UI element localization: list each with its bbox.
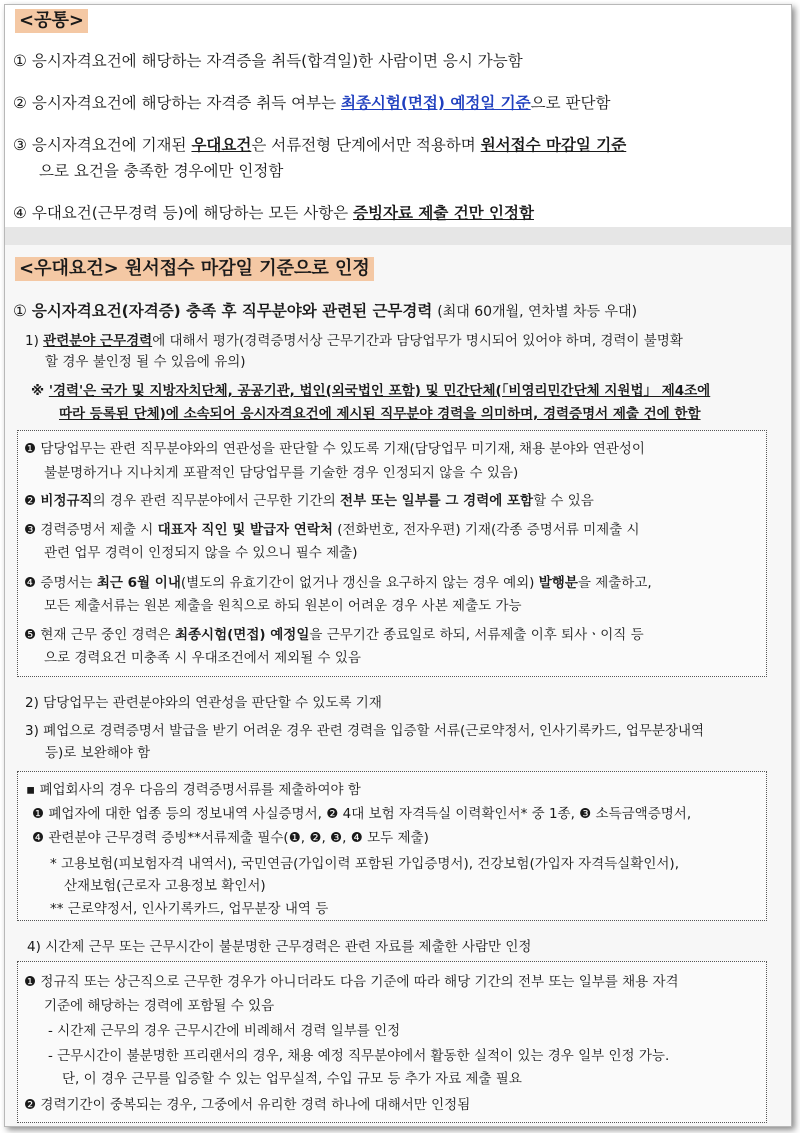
preferred-point-1-cont: 할 경우 불인정 될 수 있음에 유의) xyxy=(45,354,246,370)
preferred-header: <우대요건> 원서접수 마감일 기준으로 인정 xyxy=(15,257,374,281)
guideline-item-5: ❺ 현재 근무 중인 경력은 최종시험(면접) 예정일을 근무기간 종료일로 하되, 서류제출 이후 퇴사ㆍ이직 등 xyxy=(24,627,644,643)
guideline-item-5-cont: 으로 경력요건 미충족 시 우대조건에서 제외될 수 있음 xyxy=(44,650,361,666)
preferred-section xyxy=(5,245,791,1126)
part-time-item-2: ❷ 경력기간이 중복되는 경우, 그중에서 유리한 경력 하나에 대해서만 인정됨 xyxy=(24,1097,471,1113)
guideline-item-4: ❹ 증명서는 최근 6월 이내(별도의 유효기간이 없거나 갱신을 요구하지 않는 경우 예외) 발행분을 제출하고, xyxy=(24,575,652,591)
guideline-item-3: ❸ 경력증명서 제출 시 대표자 직인 및 발급자 연락처 (전화번호, 전자우편) 기재(각종 증명서류 미제출 시 xyxy=(24,522,640,538)
career-definition-note-cont: 따라 등록된 단체)에 소속되어 응시자격요건에 제시된 직무분야 경력을 의미하며, 경력증명서 제출 건에 한함 xyxy=(59,406,701,422)
guideline-item-1-cont: 불분명하거나 지나치게 포괄적인 담당업무를 기술한 경우 인정되지 않을 수 있음) xyxy=(44,465,519,481)
closed-company-docs-2: ❹ 관련분야 근무경력 증빙**서류제출 필수(❶, ❷, ❸, ❹ 모두 제출) xyxy=(32,830,429,846)
closed-company-footnote-2: ** 근로약정서, 인사기록카드, 업무분장 내역 등 xyxy=(50,901,329,917)
closed-company-docs-1: ❶ 폐업자에 대한 업종 등의 정보내역 사실증명서, ❷ 4대 보험 자격득실 이력확인서* 중 1종, ❸ 소득금액증명서, xyxy=(32,806,692,822)
part-time-item-1: ❶ 정규직 또는 상근직으로 근무한 경우가 아니더라도 다음 기준에 따라 해당 기간의 전부 또는 일부를 채용 자격 xyxy=(24,974,679,990)
common-item-2: ② 응시자격요건에 해당하는 자격증 취득 여부는 최종시험(면접) 예정일 기준으로 판단함 xyxy=(13,94,611,112)
guideline-item-4-cont: 모든 제출서류는 원본 제출을 원칙으로 하되 원본이 어려운 경우 사본 제출도 가능 xyxy=(44,598,522,614)
part-time-detail-2: - 근무시간이 불분명한 프리랜서의 경우, 채용 예정 직무분야에서 활동한 실적이 있는 경우 일부 인정 가능. xyxy=(48,1048,670,1064)
preferred-point-3-cont: 등)로 보완해야 함 xyxy=(45,745,151,761)
document-page xyxy=(4,4,792,1127)
part-time-detail-1: - 시간제 근무의 경우 근무시간에 비례해서 경력 일부를 인정 xyxy=(48,1023,401,1039)
closed-company-heading: ▪ 폐업회사의 경우 다음의 경력증명서류를 제출하여야 함 xyxy=(26,782,361,798)
final-exam-date-link: 최종시험(면접) 예정일 기준 xyxy=(340,94,531,112)
part-time-box xyxy=(17,961,767,1123)
closed-company-footnote-1: * 고용보험(피보험자격 내역서), 국민연금(가입이력 포함된 가입증명서), 건강보험(가입자 자격득실확인서), xyxy=(50,856,679,872)
part-time-item-1-cont: 기준에 해당하는 경력에 포함될 수 있음 xyxy=(44,998,275,1014)
preferred-point-3: 3) 폐업으로 경력증명서 발급을 받기 어려운 경우 관련 경력을 입증할 서류(근로약정서, 인사기록카드, 업무분장내역 xyxy=(25,723,705,739)
career-guideline-box xyxy=(17,430,767,677)
career-definition-note: ※ '경력'은 국가 및 지방자치단체, 공공기관, 법인(외국법인 포함) 및 민간단체(「비영리민간단체 지원법」 제4조에 xyxy=(31,383,711,399)
guideline-item-1: ❶ 담당업무는 관련 직무분야와의 연관성을 판단할 수 있도록 기재(담당업무 미기재, 채용 분야와 연관성이 xyxy=(24,441,645,457)
guideline-item-2: ❷ 비정규직의 경우 관련 직무분야에서 근무한 기간의 전부 또는 일부를 그 경력에 포함할 수 있음 xyxy=(24,493,594,509)
part-time-detail-2-cont: 단, 이 경우 근무를 입증할 수 있는 업무실적, 수입 규모 등 추가 자료 제출 필요 xyxy=(62,1071,522,1087)
closed-company-box xyxy=(17,771,767,921)
closed-company-footnote-1-cont: 산재보험(근로자 고용정보 확인서) xyxy=(64,878,266,894)
guideline-item-3-cont: 관련 업무 경력이 인정되지 않을 수 있으니 필수 제출) xyxy=(44,545,358,561)
common-section xyxy=(5,5,791,227)
preferred-point-1: 1) 관련분야 근무경력에 대해서 평가(경력증명서상 근무기간과 담당업무가 명시되어 있어야 하며, 경력이 불명확 xyxy=(25,333,683,349)
common-item-3: ③ 응시자격요건에 기재된 우대요건은 서류전형 단계에서만 적용하며 원서접수 마감일 기준 xyxy=(13,136,627,154)
common-item-3-cont: 으로 요건을 충족한 경우에만 인정함 xyxy=(39,162,284,180)
preferred-point-2: 2) 담당업무는 관련분야와의 연관성을 판단할 수 있도록 기재 xyxy=(25,695,382,711)
preferred-point-4: 4) 시간제 근무 또는 근무시간이 불분명한 근무경력은 관련 자료를 제출한 사람만 인정 xyxy=(27,939,532,955)
common-item-4: ④ 우대요건(근무경력 등)에 해당하는 모든 사항은 증빙자료 제출 건만 인정함 xyxy=(13,204,534,222)
common-item-1: ① 응시자격요건에 해당하는 자격증을 취득(합격일)한 사람이면 응시 가능함 xyxy=(13,52,523,70)
preferred-main-item: ① 응시자격요건(자격증) 충족 후 직무분야와 관련된 근무경력 (최대 60개월, 연차별 차등 우대) xyxy=(13,302,638,320)
section-divider xyxy=(5,227,791,245)
common-header: <공통> xyxy=(15,9,88,33)
